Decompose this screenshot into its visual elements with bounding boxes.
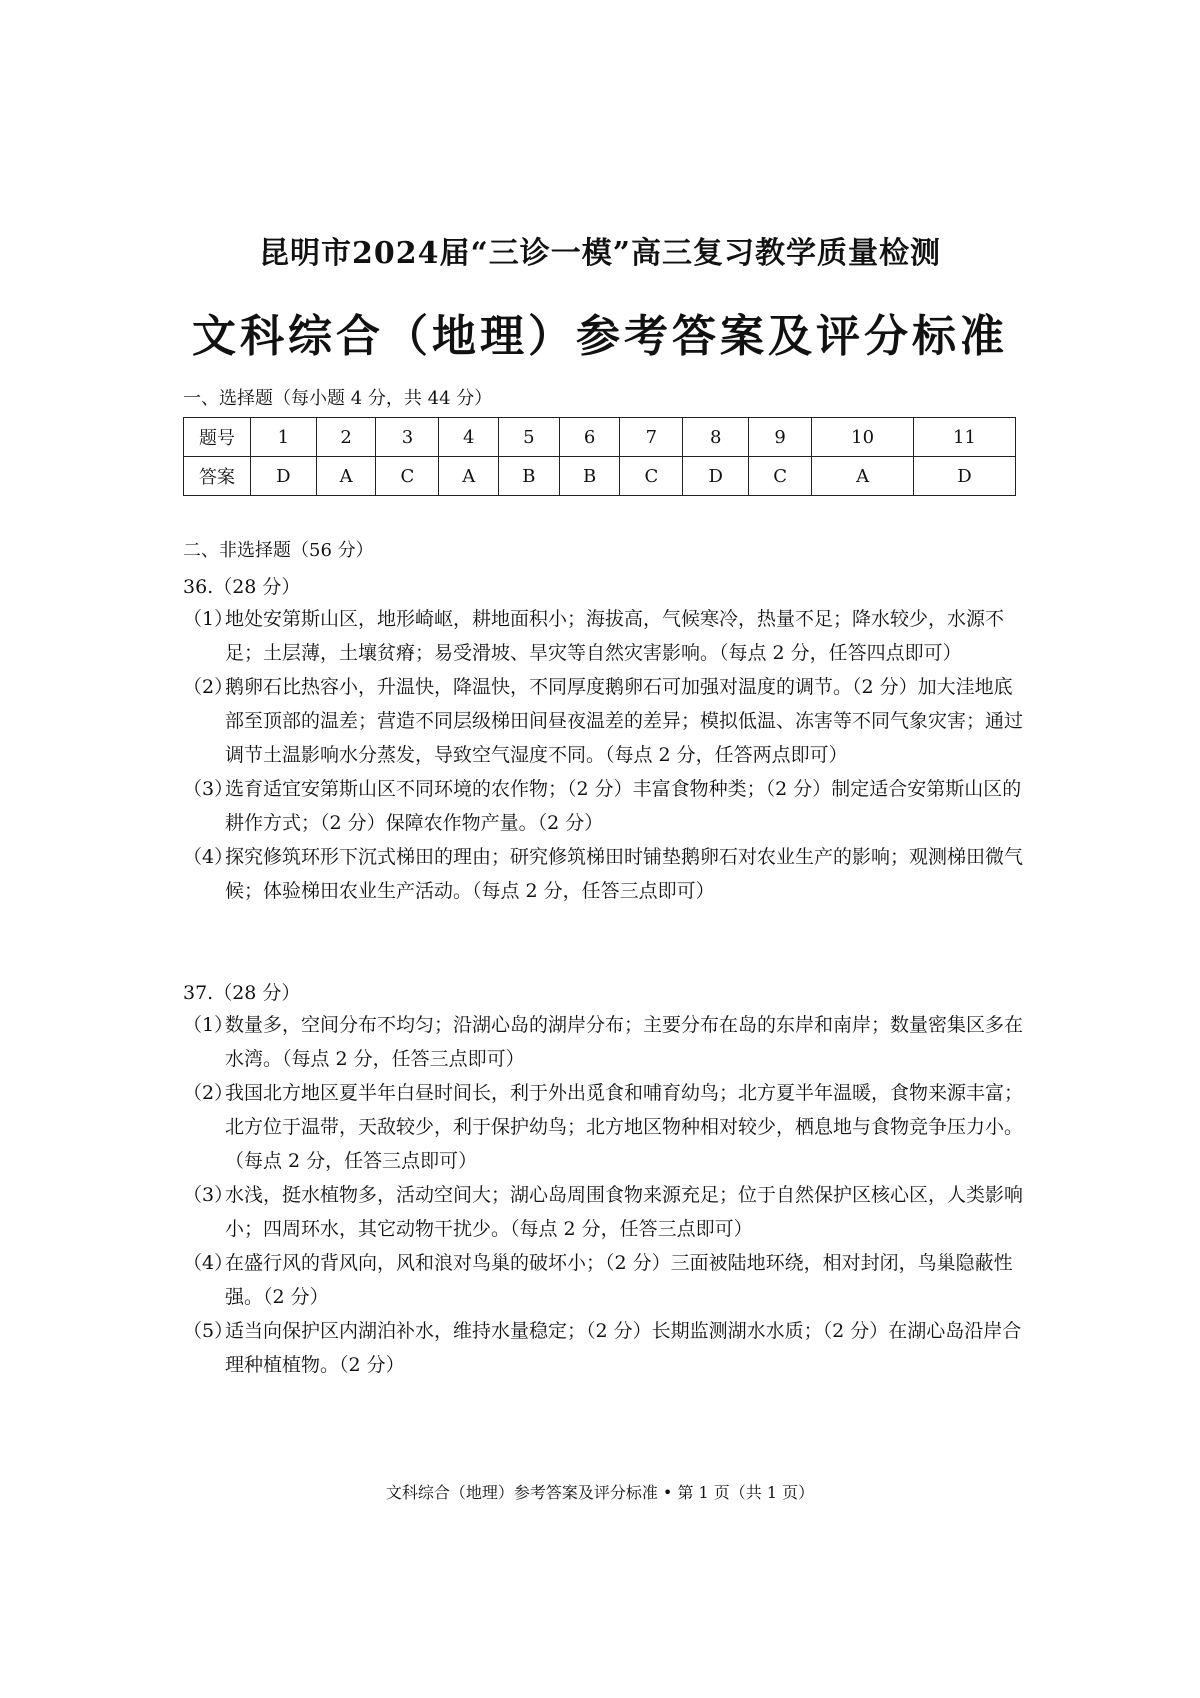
answer-letter: A bbox=[812, 457, 914, 496]
item-text: 探究修筑环形下沉式梯田的理由；研究修筑梯田时铺垫鹅卵石对农业生产的影响；观测梯田微气候；体验梯田农业生产活动。（每点 2 分，任答三点即可） bbox=[225, 846, 1024, 902]
answer-letter: A bbox=[439, 457, 499, 496]
question-number: 8 bbox=[683, 418, 749, 457]
question-number: 4 bbox=[439, 418, 499, 457]
question-number: 6 bbox=[559, 418, 620, 457]
page-footer: 文科综合（地理）参考答案及评分标准 • 第 1 页（共 1 页） bbox=[385, 1483, 815, 1502]
answer-letter: A bbox=[316, 457, 376, 496]
item-number: （2） bbox=[183, 1082, 234, 1104]
item-number: （4） bbox=[183, 1252, 234, 1274]
item-text: 水浅，挺水植物多，活动空间大；湖心岛周围食物来源充足；位于自然保护区核心区，人类影响小；四周环水，其它动物干扰少。（每点 2 分，任答三点即可） bbox=[225, 1184, 1024, 1240]
question-title: 37.（28 分） bbox=[183, 982, 301, 1004]
answer-letter: C bbox=[376, 457, 439, 496]
question-number: 5 bbox=[499, 418, 560, 457]
exam-title: 昆明市2024届“三诊一模”高三复习教学质量检测 bbox=[258, 236, 941, 271]
answer-letter: D bbox=[251, 457, 317, 496]
question-number: 9 bbox=[749, 418, 812, 457]
question-number: 1 bbox=[251, 418, 317, 457]
item-number: （2） bbox=[183, 676, 234, 698]
item-number: （3） bbox=[183, 778, 234, 800]
answer-letter: C bbox=[620, 457, 683, 496]
answer-item bbox=[183, 1178, 1023, 1246]
answer-item bbox=[183, 1246, 1023, 1314]
answer-item bbox=[183, 602, 1023, 670]
item-text: 我国北方地区夏半年白昼时间长，利于外出觅食和哺育幼鸟；北方夏半年温暖，食物来源丰富；北方位于温带，天敌较少，利于保护幼鸟；北方地区物种相对较少，栖息地与食物竞争压力小。（每点 2 分，任答三点即可） bbox=[225, 1082, 1024, 1172]
item-number: （3） bbox=[183, 1184, 234, 1206]
item-text: 数量多，空间分布不均匀；沿湖心岛的湖岸分布；主要分布在岛的东岸和南岸；数量密集区多在水湾。（每点 2 分，任答三点即可） bbox=[225, 1014, 1024, 1070]
item-number: （4） bbox=[183, 846, 234, 868]
table-row-numbers bbox=[184, 418, 1016, 457]
answer-key-title: 文科综合（地理）参考答案及评分标准 bbox=[192, 311, 1008, 362]
item-text: 适当向保护区内湖泊补水，维持水量稳定；（2 分）长期监测湖水水质；（2 分）在湖心岛沿岸合理种植植物。（2 分） bbox=[225, 1320, 1022, 1376]
answer-item bbox=[183, 772, 1023, 840]
question-number: 2 bbox=[316, 418, 376, 457]
answer-item bbox=[183, 840, 1023, 908]
question-36 bbox=[183, 572, 1023, 908]
answer-table bbox=[183, 417, 1016, 496]
question-37 bbox=[183, 978, 1023, 1382]
answer-item bbox=[183, 1008, 1023, 1076]
item-text: 在盛行风的背风向，风和浪对鸟巢的破坏小；（2 分）三面被陆地环绕，相对封闭，鸟巢隐蔽性强。（2 分） bbox=[225, 1252, 1013, 1308]
answer-letter: D bbox=[914, 457, 1016, 496]
answer-letter: B bbox=[559, 457, 620, 496]
answer-item bbox=[183, 1076, 1023, 1178]
row-label-numbers: 题号 bbox=[184, 418, 251, 457]
question-number: 10 bbox=[812, 418, 914, 457]
answer-item bbox=[183, 670, 1023, 772]
table-row-answers bbox=[184, 457, 1016, 496]
answer-letter: C bbox=[749, 457, 812, 496]
section1-heading: 一、选择题（每小题 4 分，共 44 分） bbox=[183, 388, 493, 409]
question-number: 3 bbox=[376, 418, 439, 457]
question-title: 36.（28 分） bbox=[183, 576, 301, 598]
answer-letter: B bbox=[499, 457, 560, 496]
item-text: 选育适宜安第斯山区不同环境的农作物；（2 分）丰富食物种类；（2 分）制定适合安第斯山区的耕作方式；（2 分）保障农作物产量。（2 分） bbox=[225, 778, 1022, 834]
answer-item bbox=[183, 1314, 1023, 1382]
item-number: （1） bbox=[183, 608, 234, 630]
answer-letter: D bbox=[683, 457, 749, 496]
item-text: 鹅卵石比热容小，升温快，降温快，不同厚度鹅卵石可加强对温度的调节。（2 分）加大洼地底部至顶部的温差；营造不同层级梯田间昼夜温差的差异；模拟低温、冻害等不同气象灾害；通过调节土温影响水分蒸发，导致空气湿度不同。（每点 2 分，任答两点即可） bbox=[225, 676, 1024, 766]
item-text: 地处安第斯山区，地形崎岖，耕地面积小；海拔高，气候寒冷，热量不足；降水较少，水源不足；土层薄，土壤贫瘠；易受滑坡、旱灾等自然灾害影响。（每点 2 分，任答四点即可） bbox=[225, 608, 1005, 664]
item-number: （5） bbox=[183, 1320, 234, 1342]
question-number: 11 bbox=[914, 418, 1016, 457]
question-number: 7 bbox=[620, 418, 683, 457]
row-label-answers: 答案 bbox=[184, 457, 251, 496]
item-number: （1） bbox=[183, 1014, 234, 1036]
section2-heading: 二、非选择题（56 分） bbox=[183, 540, 374, 561]
